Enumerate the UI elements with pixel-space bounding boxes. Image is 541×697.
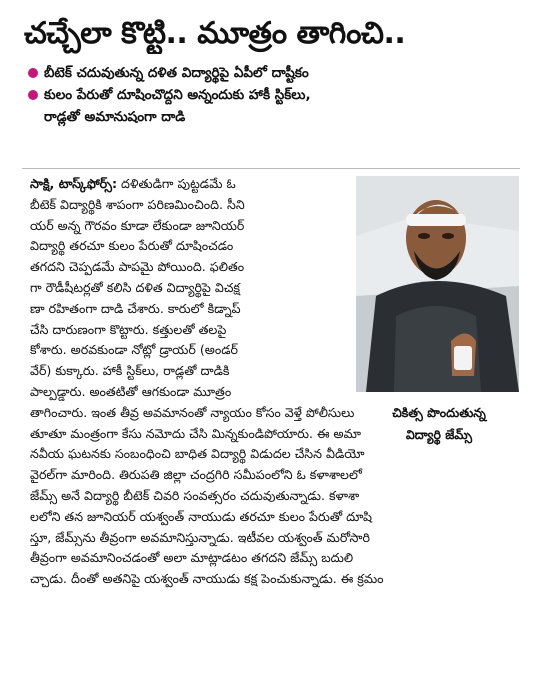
body-line-text: దళితుడిగా పుట్టడమే ఓ	[121, 176, 236, 191]
bullet-continuation	[28, 106, 528, 128]
body-line: వేర్) కుక్కారు. హాకీ స్టిక్‌లు, రాడ్లతో దాడికి	[30, 363, 230, 379]
headline: చచ్చేలా కొట్టి.. మూత్రం తాగించి..	[24, 16, 406, 51]
bullet-dot-icon	[28, 68, 38, 78]
body-line	[30, 174, 350, 195]
body-line: ణా రహితంగా దాడి చేశారు. కారులో కిడ్నాప్	[30, 300, 241, 316]
body-line: నవీయ ఘటనకు సంబంధించి బాధిత విద్యార్థి విడుదల చేసిన వీడియో	[30, 446, 365, 462]
caption-line: చికిత్స పొందుతున్న	[392, 405, 486, 420]
body-line: తగదని చెప్పడమే పాపమై పోయింది. ఫలితం	[30, 259, 245, 275]
body-line: గా రౌడీషీటర్లతో కలిసి దళిత విద్యార్థిపై విచక్ష	[30, 279, 240, 295]
bullet-item	[28, 62, 528, 84]
body-line: కోశారు. అరవకుండా నోట్లో డ్రాయర్ (అండర్	[30, 342, 238, 358]
body-line: పాల్పడ్డారు. అంతటితో ఆగకుండా మూత్రం	[30, 383, 232, 399]
body-line: చ్చాడు. దీంతో అతనిపై యశ్వంత్ నాయుడు కక్ష పెంచుకున్నాడు. ఈ క్రమం	[30, 571, 384, 587]
body-line: విద్యార్థి తరచూ కులం పేరుతో దూషించడం	[30, 238, 234, 254]
section-divider	[22, 168, 520, 169]
photo-illustration	[356, 176, 519, 392]
body-line: స్తూ, జేమ్స్‌ను తీవ్రంగా అవమానిస్తున్నాడు. ఇటీవల యశ్వంత్ మరోసారి	[30, 529, 370, 545]
bullet-text: కులం పేరుతో దూషించొద్దని అన్నందుకు హాకీ స్టిక్‌లు,	[44, 87, 311, 103]
body-line: తాగించారు. ఇంత తీవ్ర అవమానంతో న్యాయం కోసం వెళ్తే పోలీసులు	[30, 404, 355, 420]
body-line: బీటెక్ విద్యార్థికి శాపంగా పరిణమించింది. సీని	[30, 196, 245, 212]
victim-photo	[356, 176, 519, 392]
body-line: తూతూ మంత్రంగా కేసు నమోదు చేసి మిన్నకుండిపోయారు. ఈ అమా	[30, 425, 361, 441]
body-line: జేమ్స్ అనే విద్యార్థి బీటెక్ చివరి సంవత్సరం చదువుతున్నాడు. కళాశా	[30, 487, 360, 503]
dateline: సాక్షి, టాస్క్‌ఫోర్స్:	[30, 176, 118, 191]
bullet-text: రాడ్లతో అమానుషంగా దాడి	[44, 109, 186, 125]
bullet-item	[28, 84, 528, 106]
photo-caption	[364, 402, 514, 446]
body-line: చేసి దారుణంగా కొట్టారు. కత్తులతో తలపై	[30, 321, 227, 337]
bullet-text: బీటెక్ చదువుతున్న దళిత విద్యార్థిపై ఏపీలో దాష్టీకం	[44, 65, 309, 81]
bullet-dot-icon	[28, 90, 38, 100]
body-line: యర్ అన్న గౌరవం కూడా లేకుండా జూనియర్	[30, 217, 245, 233]
caption-line: విద్యార్థి జేమ్స్	[405, 427, 473, 442]
body-line: వైరల్‌గా మారింది. తిరుపతి జిల్లా చంద్రగిరి సమీపంలోని ఓ కళాశాలలో	[30, 467, 362, 483]
body-line: తీవ్రంగా అవమానించడంతో అలా మాట్లాడటం తగదని జేమ్స్ బదులి	[30, 550, 354, 566]
subheadline-bullets	[28, 62, 528, 128]
body-line: లలోని తన జూనియర్ యశ్వంత్ నాయుడు తరచూ కులం పేరుతో దూషి	[30, 508, 373, 524]
